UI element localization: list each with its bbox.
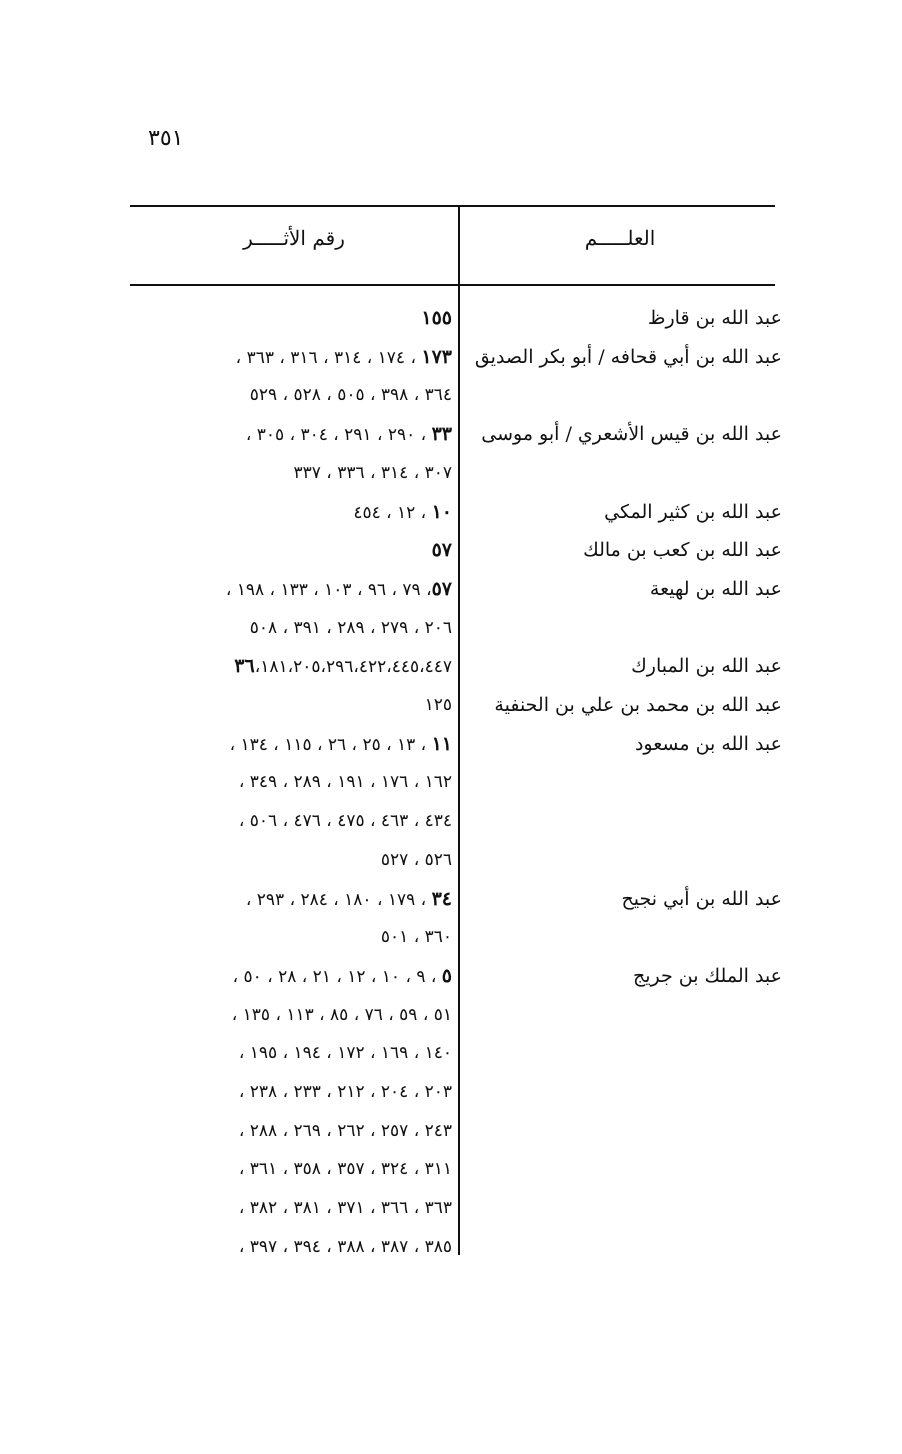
reference-numbers <box>130 416 452 453</box>
reference-numbers <box>130 1113 452 1149</box>
primary-reference: ١١ <box>431 732 452 755</box>
index-row <box>130 803 790 843</box>
reference-list: ، ١٣ ، ٢٥ ، ٢٦ ، ١١٥ ، ١٣٤ ، <box>229 734 432 755</box>
index-row <box>130 958 790 998</box>
reference-list: ٣٠٧ ، ٣١٤ ، ٣٣٦ ، ٣٣٧ <box>293 462 452 483</box>
reference-numbers <box>130 997 452 1033</box>
index-row <box>130 726 790 766</box>
index-row <box>130 1113 790 1153</box>
reference-numbers <box>130 1074 452 1110</box>
reference-numbers <box>130 648 452 685</box>
reference-list: ، ٢٩٠ ، ٢٩١ ، ٣٠٤ ، ٣٠٥ ، <box>245 425 432 446</box>
reference-numbers <box>130 726 452 763</box>
reference-list: ٣٦٤ ، ٣٩٨ ، ٥٠٥ ، ٥٢٨ ، ٥٢٩ <box>249 385 452 406</box>
index-row <box>130 455 790 495</box>
person-name: عبد الله بن كعب بن مالك <box>583 539 782 562</box>
index-row <box>130 571 790 611</box>
reference-list: ٣١١ ، ٣٢٤ ، ٣٥٧ ، ٣٥٨ ، ٣٦١ ، <box>238 1159 452 1180</box>
reference-list: ، ١٢ ، ٤٥٤ <box>353 502 432 523</box>
header-bottom-rule <box>130 284 775 286</box>
primary-reference: ٥ <box>441 964 452 987</box>
reference-numbers <box>130 842 452 878</box>
index-row <box>130 919 790 959</box>
reference-numbers <box>130 339 452 376</box>
column-header-name: العلـــــم <box>584 226 656 250</box>
reference-numbers <box>130 610 452 646</box>
index-row <box>130 1190 790 1230</box>
person-name: عبد الله بن لهيعة <box>649 577 782 600</box>
reference-list: ، ١٧٩ ، ١٨٠ ، ٢٨٤ ، ٢٩٣ ، <box>245 889 432 910</box>
index-row <box>130 1151 790 1191</box>
reference-numbers <box>130 455 452 491</box>
reference-list: ٣٦٣ ، ٣٦٦ ، ٣٧١ ، ٣٨١ ، ٣٨٢ ، <box>238 1198 452 1219</box>
reference-list: ٣٨٥ ، ٣٨٧ ، ٣٨٨ ، ٣٩٤ ، ٣٩٧ ، <box>238 1236 452 1257</box>
reference-numbers <box>130 958 452 995</box>
reference-numbers <box>130 1190 452 1226</box>
index-row <box>130 764 790 804</box>
reference-numbers <box>130 881 452 918</box>
column-header-refs: رقم الأثـــــر <box>243 226 345 250</box>
reference-numbers <box>130 803 452 839</box>
reference-list: ٤٣٤ ، ٤٦٣ ، ٤٧٥ ، ٤٧٦ ، ٥٠٦ ، <box>238 811 452 832</box>
reference-list: ،١٨١،٢٠٥،٢٩٦،٤٢٢،٤٤٥،٤٤٧ <box>254 657 452 678</box>
index-row <box>130 842 790 882</box>
primary-reference: ٣٤ <box>431 887 452 910</box>
page-number: ٣٥١ <box>148 126 184 151</box>
person-name: عبد الله بن كثير المكي <box>604 500 782 523</box>
reference-numbers <box>130 1229 452 1265</box>
primary-reference: ٣٣ <box>431 423 452 446</box>
index-row <box>130 1035 790 1075</box>
reference-list: ٥٢٦ ، ٥٢٧ <box>380 849 452 870</box>
person-name: عبد الله بن المبارك <box>631 655 782 678</box>
primary-reference: ١٥٥ <box>421 307 452 329</box>
person-name: عبد الله بن أبي نجيح <box>621 887 782 910</box>
reference-list: ٢٤٣ ، ٢٥٧ ، ٢٦٢ ، ٢٦٩ ، ٢٨٨ ، <box>238 1120 452 1141</box>
reference-list: ، ٧٩ ، ٩٦ ، ١٠٣ ، ١٣٣ ، ١٩٨ ، <box>225 579 432 600</box>
reference-list: ٢٠٣ ، ٢٠٤ ، ٢١٢ ، ٢٣٣ ، ٢٣٨ ، <box>238 1082 452 1102</box>
index-row <box>130 1229 790 1269</box>
reference-list: ، ٩ ، ١٠ ، ١٢ ، ٢١ ، ٢٨ ، ٥٠ ، <box>232 966 442 987</box>
person-name: عبد الله بن محمد بن علي بن الحنفية <box>494 694 782 716</box>
person-name: عبد الله بن مسعود <box>634 732 782 755</box>
index-row <box>130 687 790 727</box>
reference-numbers <box>130 687 452 723</box>
reference-numbers <box>130 1035 452 1071</box>
primary-reference: ٥٧ <box>431 577 452 600</box>
index-row <box>130 997 790 1037</box>
table-top-rule <box>130 205 775 207</box>
primary-reference: ١٠ <box>431 500 452 523</box>
reference-numbers <box>130 571 452 608</box>
reference-numbers <box>130 1151 452 1187</box>
primary-reference: ٣٦ <box>234 655 255 678</box>
index-row <box>130 416 790 456</box>
index-row <box>130 648 790 688</box>
index-row <box>130 377 790 417</box>
primary-reference: ٥٧ <box>431 539 452 562</box>
person-name: عبد الله بن قيس الأشعري / أبو موسى <box>481 423 782 446</box>
person-name: عبد الله بن قارظ <box>647 307 782 329</box>
index-row <box>130 610 790 650</box>
reference-list: ، ١٧٤ ، ٣١٤ ، ٣١٦ ، ٣٦٣ ، <box>235 347 422 368</box>
person-name: عبد الملك بن جريج <box>632 964 782 987</box>
reference-numbers <box>130 532 452 569</box>
index-row <box>130 300 790 340</box>
index-row <box>130 494 790 534</box>
primary-reference: ١٧٣ <box>421 345 452 368</box>
reference-list: ١٦٢ ، ١٧٦ ، ١٩١ ، ٢٨٩ ، ٣٤٩ ، <box>238 772 452 793</box>
reference-numbers <box>130 764 452 800</box>
index-row <box>130 339 790 379</box>
index-row <box>130 532 790 572</box>
reference-numbers <box>130 300 452 337</box>
reference-list: ٥١ ، ٥٩ ، ٧٦ ، ٨٥ ، ١١٣ ، ١٣٥ ، <box>231 1004 452 1025</box>
reference-list: ٢٠٦ ، ٢٧٩ ، ٢٨٩ ، ٣٩١ ، ٥٠٨ <box>249 617 452 638</box>
index-row <box>130 1074 790 1114</box>
reference-list: ١٢٥ <box>424 695 452 715</box>
reference-list: ٣٦٠ ، ٥٠١ <box>380 927 452 948</box>
reference-numbers <box>130 494 452 531</box>
index-row <box>130 881 790 921</box>
reference-numbers <box>130 919 452 955</box>
reference-list: ١٤٠ ، ١٦٩ ، ١٧٢ ، ١٩٤ ، ١٩٥ ، <box>238 1043 452 1064</box>
person-name: عبد الله بن أبي قحافه / أبو بكر الصديق <box>474 345 782 368</box>
reference-numbers <box>130 377 452 413</box>
